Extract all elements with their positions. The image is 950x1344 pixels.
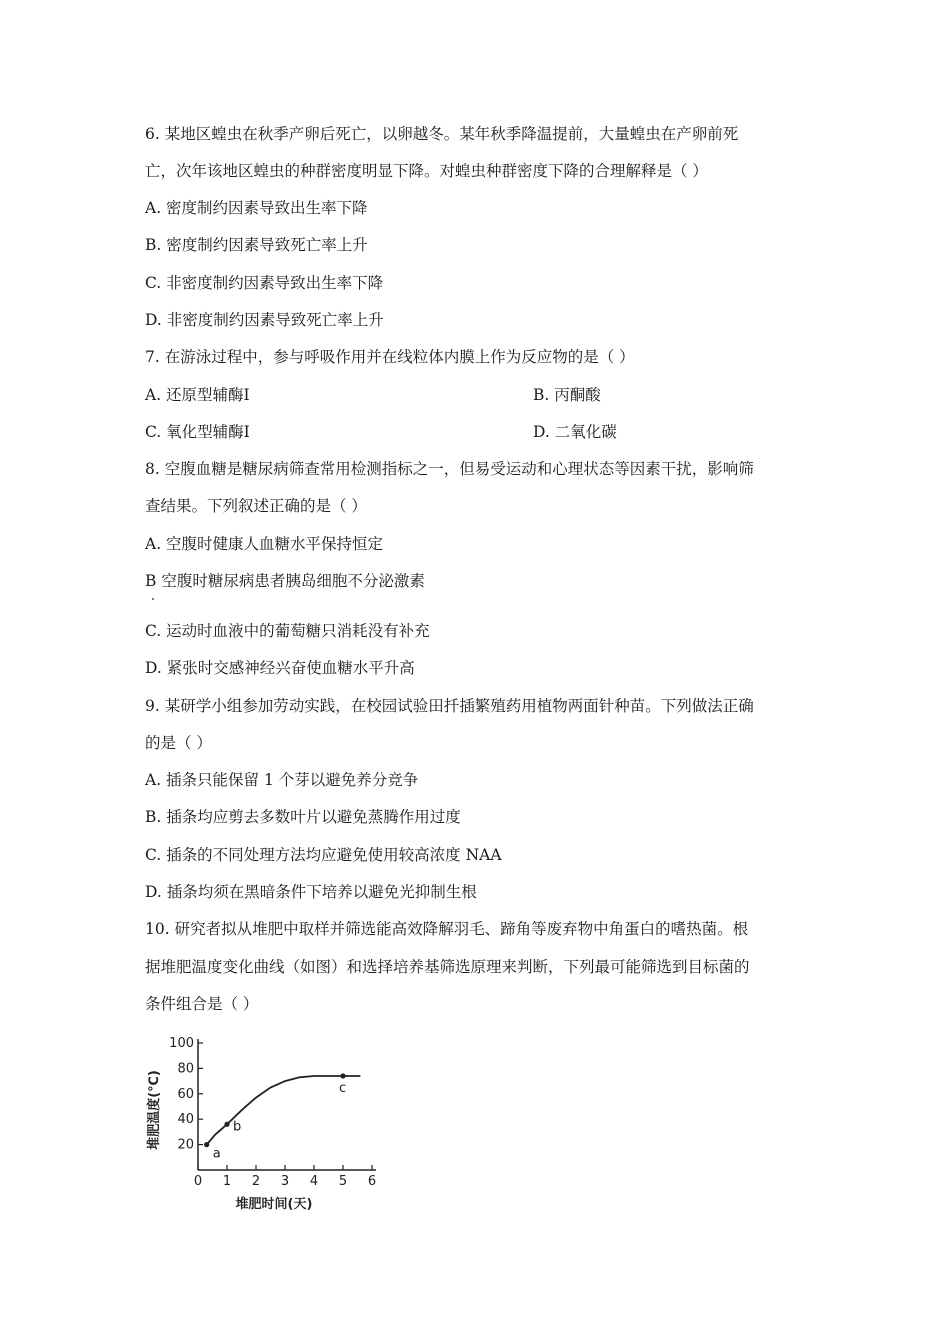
q9-option-d: D. 插条均须在黑暗条件下培养以避免光抑制生根 <box>145 883 477 901</box>
x-tick-label: 6 <box>367 1174 377 1189</box>
x-tick-label: 0 <box>193 1174 203 1189</box>
chart-axes <box>198 1039 376 1170</box>
y-tick-label: 100 <box>169 1036 194 1051</box>
q9-stem-line-1: 9. 某研学小组参加劳动实践，在校园试验田扦插繁殖药用植物两面针种苗。下列做法正确 <box>145 697 754 715</box>
q8-option-b: B 空腹时糖尿病患者胰岛细胞不分泌激素 <box>145 572 425 590</box>
q9-option-c: C. 插条的不同处理方法均应避免使用较高浓度 NAA <box>145 846 502 864</box>
q8-option-c: C. 运动时血液中的葡萄糖只消耗没有补充 <box>145 622 430 640</box>
compost-temperature-chart <box>140 1030 380 1220</box>
x-tick-label: 5 <box>338 1174 348 1189</box>
point-a-label: a <box>212 1146 221 1162</box>
q6-option-d: D. 非密度制约因素导致死亡率上升 <box>145 311 384 329</box>
q6-option-b: B. 密度制约因素导致死亡率上升 <box>145 236 368 254</box>
q10-stem-line-3: 条件组合是（ ） <box>145 995 259 1013</box>
q7-option-d: D. 二氧化碳 <box>533 423 617 441</box>
q6-option-a: A. 密度制约因素导致出生率下降 <box>145 199 368 217</box>
x-tick-label: 1 <box>222 1174 232 1189</box>
temperature-curve <box>207 1076 361 1145</box>
y-tick-label: 40 <box>177 1112 194 1128</box>
y-tick-label: 80 <box>177 1061 194 1077</box>
q7-option-b: B. 丙酮酸 <box>533 386 601 404</box>
q10-stem-line-1: 10. 研究者拟从堆肥中取样并筛选能高效降解羽毛、蹄角等废弃物中角蛋白的嗜热菌。根 <box>145 920 749 938</box>
y-tick-label: 60 <box>177 1086 194 1102</box>
x-tick-label: 2 <box>251 1174 261 1189</box>
point-a-marker <box>204 1142 209 1147</box>
q6-stem-line-1: 6. 某地区蝗虫在秋季产卵后死亡，以卵越冬。某年秋季降温提前，大量蝗虫在产卵前死 <box>145 125 739 143</box>
q6-option-c: C. 非密度制约因素导致出生率下降 <box>145 274 384 292</box>
chart-points <box>204 1073 346 1161</box>
stray-dot <box>152 598 154 600</box>
chart-ticks <box>169 1036 376 1189</box>
q10-stem-line-2: 据堆肥温度变化曲线（如图）和选择培养基筛选原理来判断，下列最可能筛选到目标菌的 <box>145 958 750 976</box>
y-tick-label: 20 <box>177 1137 194 1153</box>
x-tick-label: 3 <box>280 1174 290 1189</box>
q7-option-a: A. 还原型辅酶Ⅰ <box>145 386 250 404</box>
q9-option-b: B. 插条均应剪去多数叶片以避免蒸腾作用过度 <box>145 808 461 826</box>
q8-option-d: D. 紧张时交感神经兴奋使血糖水平升高 <box>145 659 415 677</box>
q8-stem-line-1: 8. 空腹血糖是糖尿病筛查常用检测指标之一，但易受运动和心理状态等因素干扰，影响筛 <box>145 460 754 478</box>
q9-stem-line-2: 的是（ ） <box>145 734 212 752</box>
q6-stem-line-2: 亡，次年该地区蝗虫的种群密度明显下降。对蝗虫种群密度下降的合理解释是（ ） <box>145 162 708 180</box>
q9-option-a: A. 插条只能保留 1 个芽以避免养分竞争 <box>145 771 419 789</box>
x-axis-label: 堆肥时间(天) <box>235 1197 313 1212</box>
point-c-marker <box>340 1073 345 1078</box>
q7-option-c: C. 氧化型辅酶Ⅰ <box>145 423 250 441</box>
point-b-marker <box>224 1122 229 1127</box>
point-c-label: c <box>339 1081 347 1097</box>
q8-stem-line-2: 查结果。下列叙述正确的是（ ） <box>145 497 367 515</box>
y-axis-label: 堆肥温度(℃) <box>147 1070 162 1150</box>
point-b-label: b <box>233 1119 242 1135</box>
x-tick-label: 4 <box>309 1174 319 1189</box>
q8-option-a: A. 空腹时健康人血糖水平保持恒定 <box>145 535 384 553</box>
q7-stem: 7. 在游泳过程中，参与呼吸作用并在线粒体内膜上作为反应物的是（ ） <box>145 348 635 366</box>
